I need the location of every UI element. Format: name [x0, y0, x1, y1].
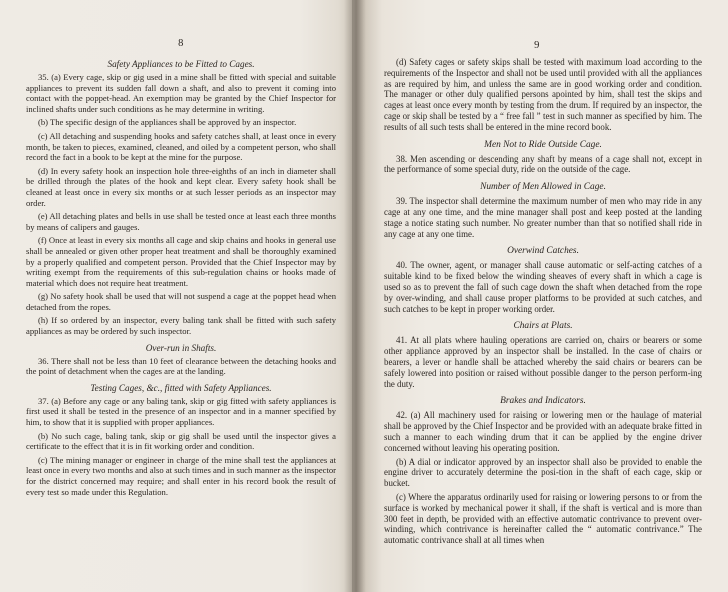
paragraph-42b: (b) A dial or indicator approved by an inspector shall also be provided to enable the engine driver to accurately determine the posi-tion in the shaft of each cage, skip or bucket. — [384, 456, 702, 489]
section-heading: Men Not to Ride Outside Cage. — [484, 139, 602, 150]
page-number-left: 8 — [178, 38, 184, 49]
paragraph-35h: (h) If so ordered by an inspector, every baling tank shall be fitted with such safety appliances as may be ordered by such inspector. — [26, 315, 336, 337]
paragraph-37c: (c) The mining manager or engineer in charge of the mine shall test the appliances at least once in every two months and also at such times and in such manner as the inspector for the district concerned may require; and shall enter in his record book the result of every test so made under this Regulation. — [26, 454, 336, 497]
section-heading: Over-run in Shafts. — [145, 342, 217, 353]
paragraph-35g: (g) No safety hook shall be used that will not suspend a cage at the poppet head when detached from the ropes. — [26, 291, 336, 312]
section-heading: Number of Men Allowed in Cage. — [480, 182, 606, 193]
paragraph-38: 38. Men ascending or descending any shaft by means of a cage shall not, except in the performance of some special duty, ride on the outside of the cage. — [384, 153, 702, 175]
paragraph-35b: (b) The specific design of the appliances shall be approved by an inspector. — [38, 117, 297, 128]
left-page — [0, 0, 352, 592]
paragraph-37b: (b) No such cage, baling tank, skip or gig shall be used until the inspector gives a certificate to the effect that it is in fit working order and condition. — [26, 430, 336, 452]
section-heading: Chairs at Plats. — [513, 321, 573, 332]
paragraph-40: 40. The owner, agent, or manager shall cause automatic or self-acting catches of a suitable kind to be fixed below the winding sheaves of every shaft in which a cage is used so as to prevent the fall of such cage down the shaft when detached from the rope by over-winding, and shall cause proper platforms to be provided at such catches, and such catches to be kept in proper working order. — [384, 260, 702, 314]
paragraph-39: 39. The inspector shall determine the maximum number of men who may ride in any cage at any one time, and the mine manager shall post and keep posted at the landing stage a notice stating such number. No greater number than that so notified shall ride in any cage at any one time. — [384, 196, 702, 239]
paragraph-35d: (d) In every safety hook an inspection hole three-eighths of an inch in diameter shall be drilled through the plates of the hook and kept clear. Every safety hook shall be cleaned at least once in every six months or at such lesser periods as an inspector may order. — [26, 165, 336, 208]
section-heading: Overwind Catches. — [507, 246, 579, 257]
paragraph-37a: 37. (a) Before any cage or any baling tank, skip or gig fitted with safety appliances is first used it shall be tested in the presence of an inspector and in a manner specified by him, to show that it is supplied with proper appliances. — [26, 395, 336, 428]
page-number-right: 9 — [534, 40, 540, 51]
paragraph-35c: (c) All detaching and suspending hooks and safety catches shall, at least once in every month, be taken to pieces, examined, cleaned, and oiled by a competent person, who shall record the fact in a book to be kept at the mine for the purpose. — [26, 130, 336, 163]
paragraph-42a: 42. (a) All machinery used for raising or lowering men or the haulage of material shall be approved by the Chief Inspector and be provided with an adequate brake fitted in such a manner to each winding drum that it can be applied by the engine driver concerned without leaving his operating position. — [384, 410, 702, 453]
paragraph-35a: 35. (a) Every cage, skip or gig used in a mine shall be fitted with special and suitable appliances to prevent its sudden fall down a shaft, and also to prevent it coming into contact with the poppet-head. An exemption may be granted by the Chief Inspector for inclined shafts under such conditions as he may determine in writing. — [26, 72, 336, 114]
paragraph-35e: (e) All detaching plates and bells in use shall be tested once at least each three months by means of calipers and gauges. — [26, 211, 336, 232]
paragraph-35f: (f) Once at least in every six months all cage and skip chains and hooks in general use shall be annealed or given other proper heat treatment and shall be thoroughly examined by a properly qualified and competent person. Provided that the Chief Inspector may by writing exempt from the requirements of this sub-regulation chains or hooks made of material which does not require heat treatment. — [26, 235, 336, 288]
section-heading: Brakes and Indicators. — [500, 396, 586, 407]
paragraph-37d: (d) Safety cages or safety skips shall be tested with maximum load according to the requirements of the Inspector and shall not be used until provided with all the appliances as are required by him, and unless the same are in good working order and condition. The manager or other duly qualified persons apointed by him, shall test the skips and cages at least once every month by testing from the drum. If required by an inspector, the cage or skip shall be tested by a “ free fall ” test in such manner as specified by him. The results of all such tests shall be entered in the mine record book. — [384, 57, 702, 132]
paragraph-42c: (c) Where the apparatus ordinarily used for raising or lowering persons to or from the surface is worked by mechanical power it shall, if the shaft is vertical and is more than 300 feet in depth, be provided with an effective automatic contrivance to prevent over-winding, which contrivance is hereinafter called the “ automatic contrivance.” The automatic contrivance shall at all times when — [384, 491, 702, 546]
paragraph-41: 41. At all plats where hauling operations are carried on, chairs or bearers or some other appliance approved by an inspector shall be installed. In the case of chairs or bearers, a lever or handle shall be attached whereby the said chairs or bearers can be safely lowered into position or raised without possible danger to the person perform-ing the duty. — [384, 335, 702, 389]
section-heading: Testing Cages, &c., fitted with Safety Appliances. — [90, 382, 272, 393]
right-page — [352, 0, 728, 592]
paragraph-36: 36. There shall not be less than 10 feet of clearance between the detaching hooks and the point of detachment when the cages are at the landing. — [26, 355, 336, 377]
section-heading: Safety Appliances to be Fitted to Cages. — [107, 59, 255, 69]
